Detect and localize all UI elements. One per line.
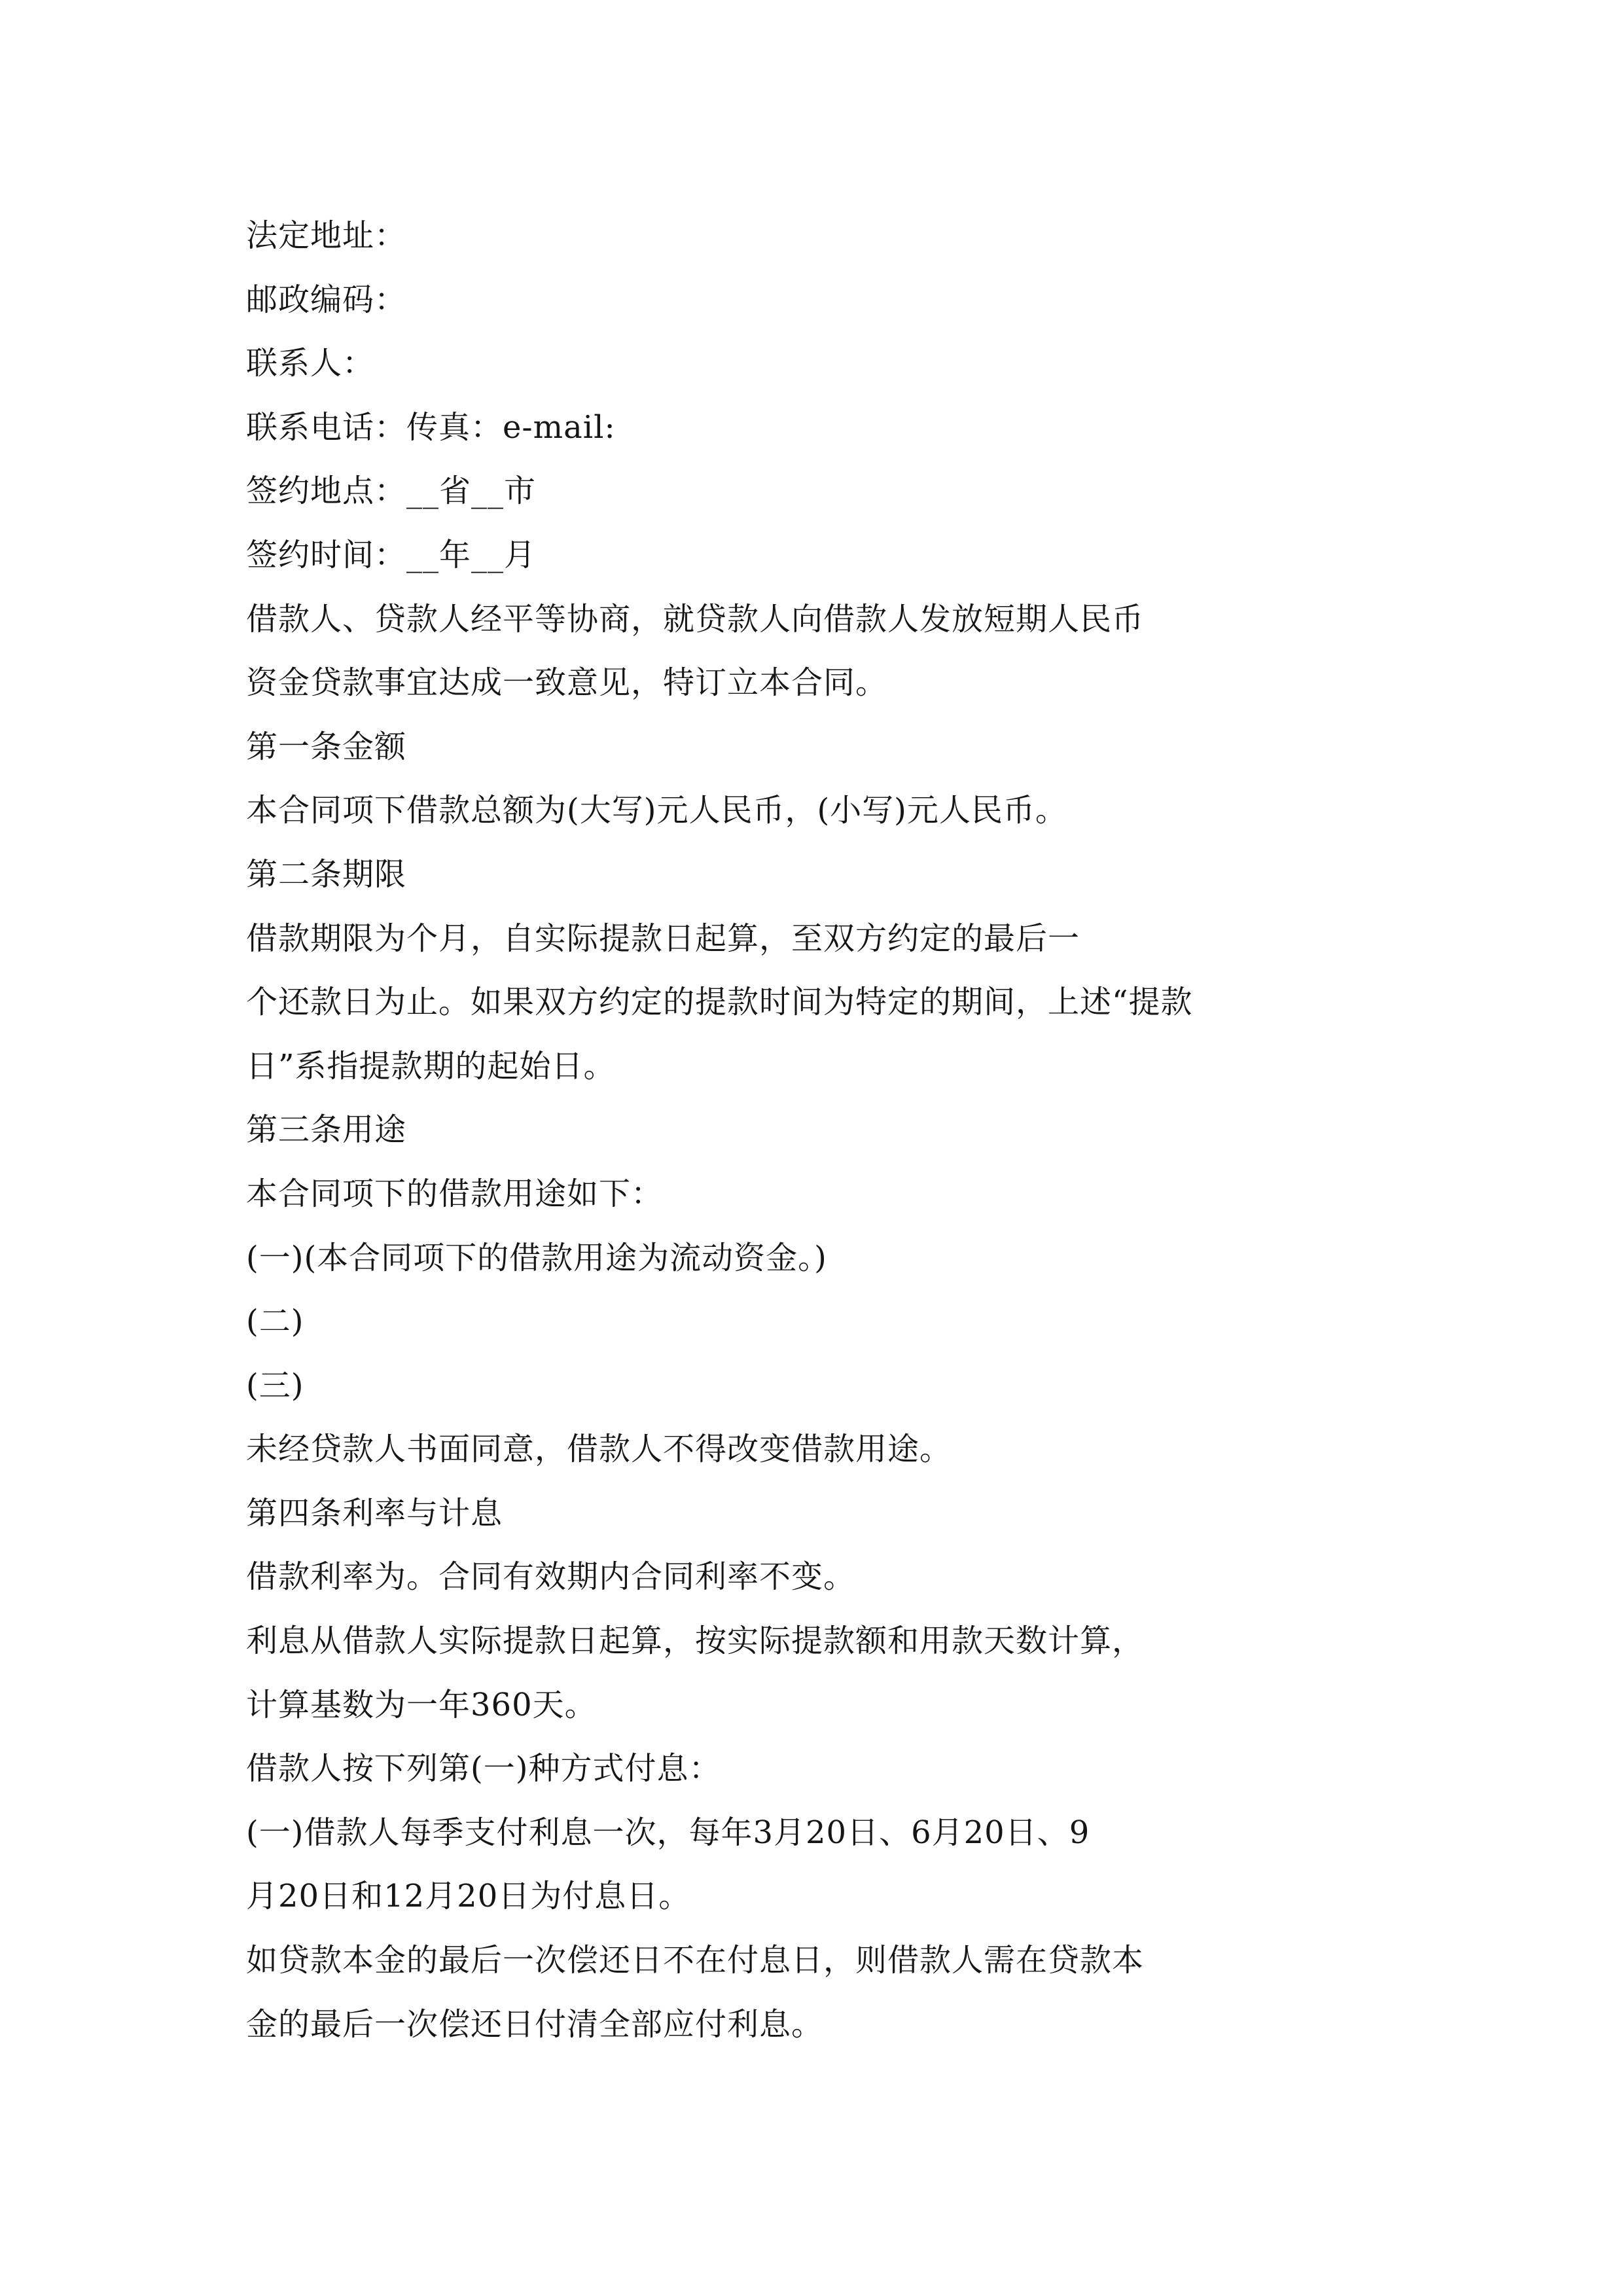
article-4-payment-method: 借款人按下列第(一)种方式付息：	[246, 1750, 721, 1787]
article-4-interest-line-2: 计算基数为一年360天。	[246, 1686, 597, 1723]
article-3-item-3: (三)	[246, 1367, 304, 1404]
paragraph-preamble-line-1: 借款人、贷款人经平等协商，就贷款人向借款人发放短期人民币	[246, 600, 1145, 637]
article-2-text-line-3: 日”系指提款期的起始日。	[246, 1047, 616, 1085]
article-4-option-1-line-1: (一)借款人每季支付利息一次，每年3月20日、6月20日、9	[246, 1814, 1090, 1851]
article-4-option-1-line-2: 月20日和12月20日为付息日。	[246, 1878, 691, 1915]
paragraph-preamble-line-2: 资金贷款事宜达成一致意见，特订立本合同。	[246, 664, 888, 702]
line-postal-code: 邮政编码：	[246, 281, 407, 318]
line-legal-address: 法定地址：	[246, 217, 407, 254]
document-body	[246, 204, 1424, 2056]
article-3-restriction: 未经贷款人书面同意，借款人不得改变借款用途。	[246, 1431, 952, 1468]
article-4-final-line-2: 金的最后一次偿还日付清全部应付利息。	[246, 2005, 824, 2043]
line-signing-place: 签约地点：__省__市	[246, 473, 537, 510]
line-contact-person: 联系人：	[246, 345, 375, 382]
article-3-item-2: (二)	[246, 1303, 304, 1340]
article-3-item-1: (一)(本合同项下的借款用途为流动资金。)	[246, 1239, 827, 1276]
article-1-heading: 第一条金额	[246, 728, 407, 765]
article-4-rate: 借款利率为。合同有效期内合同利率不变。	[246, 1558, 856, 1596]
line-signing-time: 签约时间：__年__月	[246, 536, 537, 573]
article-4-interest-line-1: 利息从借款人实际提款日起算，按实际提款额和用款天数计算，	[246, 1623, 1145, 1660]
article-4-final-line-1: 如贷款本金的最后一次偿还日不在付息日，则借款人需在贷款本	[246, 1942, 1145, 1979]
article-1-text: 本合同项下借款总额为(大写)元人民币，(小写)元人民币。	[246, 792, 1067, 829]
article-3-heading: 第三条用途	[246, 1111, 407, 1149]
article-4-heading: 第四条利率与计息	[246, 1494, 503, 1532]
article-3-intro: 本合同项下的借款用途如下：	[246, 1175, 664, 1212]
article-2-text-line-2: 个还款日为止。如果双方约定的提款时间为特定的期间，上述“提款	[246, 984, 1193, 1021]
article-2-text-line-1: 借款期限为个月，自实际提款日起算，至双方约定的最后一	[246, 920, 1080, 957]
article-2-heading: 第二条期限	[246, 855, 407, 893]
line-contact-phone: 联系电话：传真：e-mail:	[246, 408, 616, 446]
